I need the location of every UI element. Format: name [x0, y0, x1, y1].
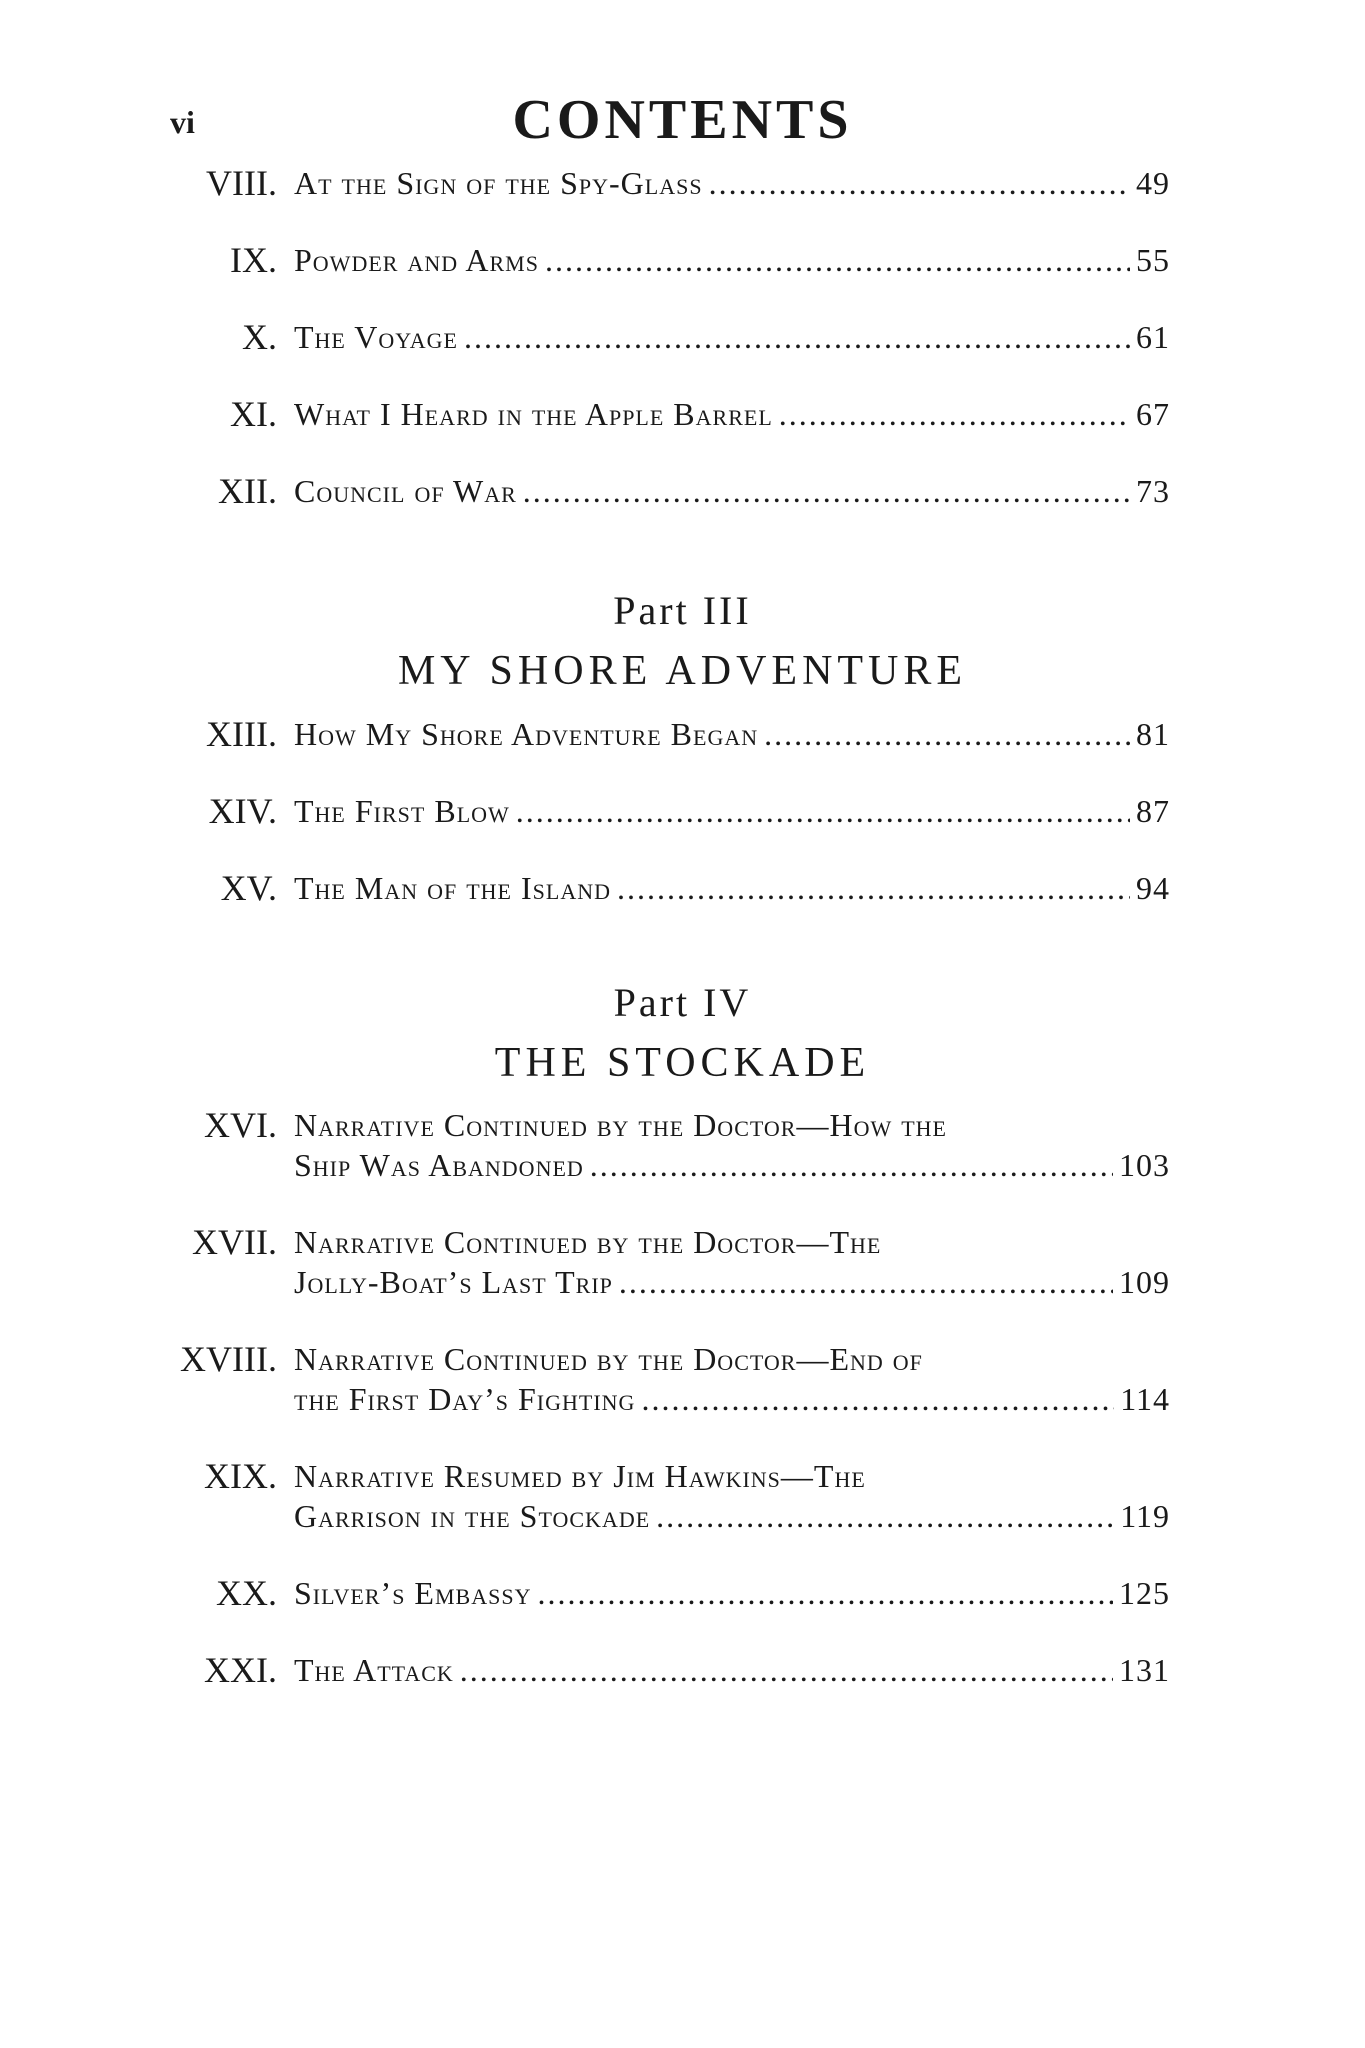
page-number: vi — [170, 104, 195, 140]
chapter-number: XX. — [216, 1573, 277, 1613]
chapter-number: XVI. — [204, 1105, 277, 1145]
dot-leader — [523, 471, 1130, 511]
chapter-page: 103 — [1119, 1147, 1170, 1183]
dot-leader — [779, 394, 1130, 434]
chapter-page: 61 — [1136, 319, 1170, 355]
part-title: THE STOCKADE — [494, 1040, 871, 1086]
chapter-page: 114 — [1120, 1381, 1170, 1417]
chapter-page: 131 — [1119, 1652, 1170, 1688]
chapter-title: The Man of the Island — [294, 870, 611, 906]
chapter-title-line2: the First Day’s Fighting — [294, 1381, 636, 1417]
chapter-title-line1: Narrative Continued by the Doctor—End of — [294, 1341, 923, 1377]
chapter-number: XXI. — [204, 1650, 277, 1690]
chapter-number: XIV. — [208, 791, 277, 831]
dot-leader — [619, 1262, 1113, 1302]
chapter-title-line1: Narrative Resumed by Jim Hawkins—The — [294, 1458, 866, 1494]
chapter-number: VIII. — [206, 163, 277, 203]
page-title: CONTENTS — [512, 89, 853, 151]
chapter-title-line1: Narrative Continued by the Doctor—How the — [294, 1107, 947, 1143]
chapter-number: XV. — [220, 868, 277, 908]
dot-leader — [709, 163, 1130, 203]
chapter-number: X. — [242, 317, 277, 357]
chapter-title: Silver’s Embassy — [294, 1575, 532, 1611]
chapter-title: What I Heard in the Apple Barrel — [294, 396, 773, 432]
chapter-page: 109 — [1119, 1264, 1170, 1300]
chapter-title-line2: Jolly-Boat’s Last Trip — [294, 1264, 613, 1300]
part-title: MY SHORE ADVENTURE — [397, 648, 968, 694]
dot-leader — [617, 868, 1130, 908]
chapter-page: 73 — [1136, 473, 1170, 509]
chapter-page: 55 — [1136, 242, 1170, 278]
chapter-page: 119 — [1120, 1498, 1170, 1534]
chapter-title: The Attack — [294, 1652, 454, 1688]
dot-leader — [764, 714, 1130, 754]
dot-leader — [656, 1496, 1114, 1536]
dot-leader — [590, 1145, 1113, 1185]
chapter-number: XIII. — [206, 714, 277, 754]
chapter-page: 94 — [1136, 870, 1170, 906]
chapter-title: Council of War — [294, 473, 517, 509]
part-label: Part IV — [613, 980, 752, 1025]
chapter-page: 125 — [1119, 1575, 1170, 1611]
chapter-page: 81 — [1136, 716, 1170, 752]
chapter-number: XVII. — [192, 1222, 277, 1262]
chapter-number: IX. — [230, 240, 277, 280]
chapter-title: Powder and Arms — [294, 242, 539, 278]
chapter-number: XII. — [218, 471, 277, 511]
chapter-title: How My Shore Adventure Began — [294, 716, 759, 752]
chapter-title-line1: Narrative Continued by the Doctor—The — [294, 1224, 882, 1260]
part-label: Part III — [613, 588, 752, 633]
dot-leader — [464, 317, 1130, 357]
chapter-title-line2: Garrison in the Stockade — [294, 1498, 651, 1534]
chapter-page: 87 — [1136, 793, 1170, 829]
chapter-number: XI. — [230, 394, 277, 434]
chapter-page: 67 — [1136, 396, 1170, 432]
chapter-title-line2: Ship Was Abandoned — [294, 1147, 584, 1183]
dot-leader — [545, 240, 1130, 280]
chapter-number: XVIII. — [180, 1339, 277, 1379]
chapter-title: The Voyage — [294, 319, 458, 355]
dot-leader — [460, 1650, 1113, 1690]
dot-leader — [641, 1379, 1114, 1419]
dot-leader — [537, 1573, 1113, 1613]
chapter-number: XIX. — [204, 1456, 277, 1496]
chapter-title: At the Sign of the Spy-Glass — [294, 165, 703, 201]
chapter-page: 49 — [1136, 165, 1170, 201]
chapter-title: The First Blow — [294, 793, 510, 829]
dot-leader — [516, 791, 1130, 831]
